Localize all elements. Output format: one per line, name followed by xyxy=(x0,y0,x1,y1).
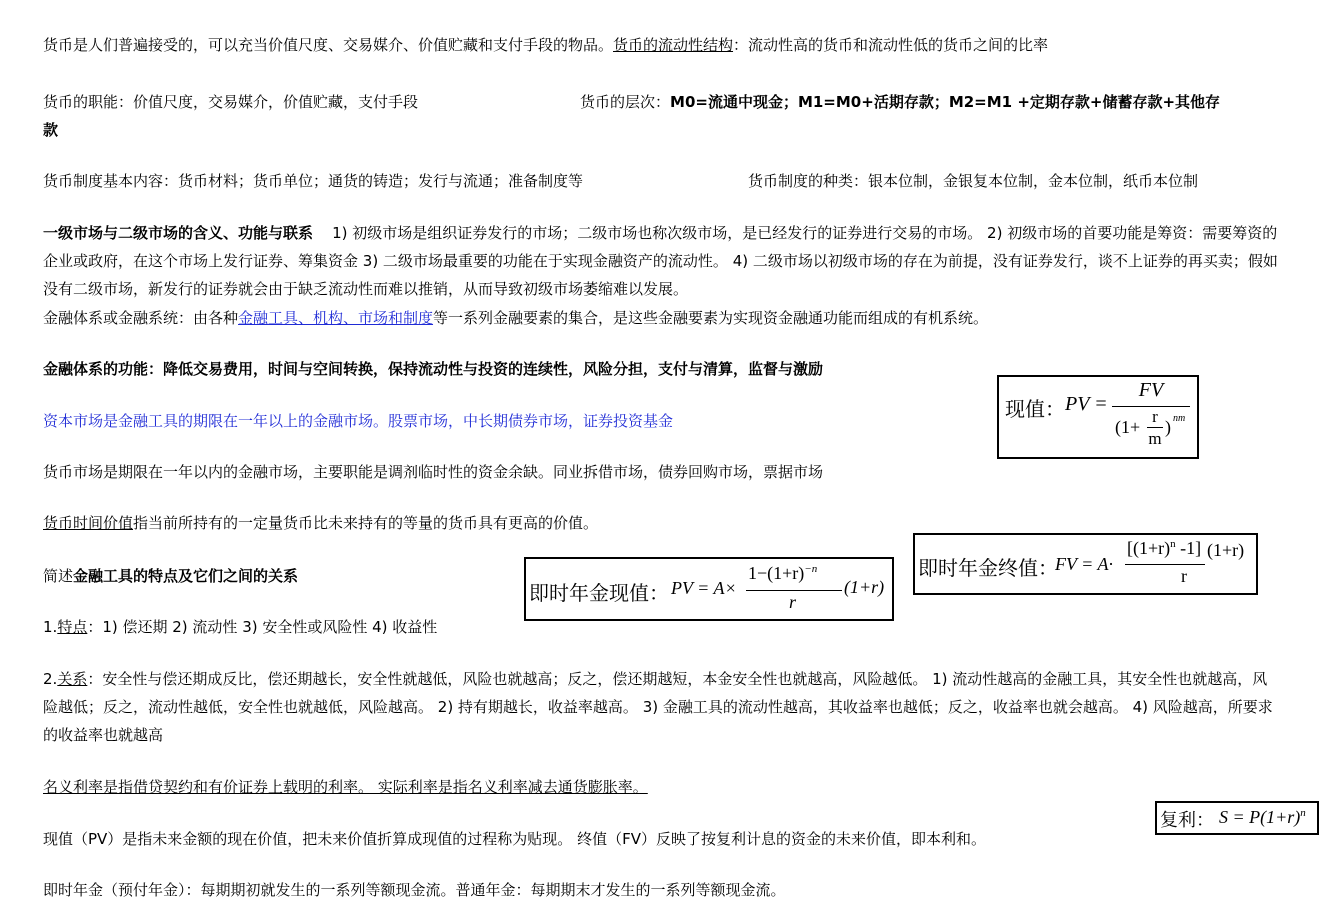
instrument-features-line xyxy=(43,613,437,641)
apv-numerator xyxy=(748,563,817,584)
financial-elements-link[interactable]: 金融工具、机构、市场和制度 xyxy=(238,309,434,327)
pv-den-m: m xyxy=(1148,429,1162,448)
compound-expr xyxy=(1219,807,1306,828)
monetary-system-content: 货币制度基本内容：货币材料；货币单位；通货的铸造；发行与流通；准备制度等 xyxy=(43,172,584,190)
apv-tail: (1+r) xyxy=(844,577,885,597)
time-value-line xyxy=(43,509,598,537)
instrument-relations-paragraph xyxy=(43,665,1278,749)
pv-lhs: PV = xyxy=(1065,393,1108,415)
pv-den-r: r xyxy=(1147,407,1163,428)
afv-denominator: r xyxy=(1181,566,1187,586)
money-levels-continuation: 款 xyxy=(43,121,59,139)
relations-number: 2. xyxy=(43,670,58,688)
afv-num-a: [(1+r) xyxy=(1127,538,1171,558)
financial-system-text-a: 金融体系或金融系统：由各种 xyxy=(43,309,239,327)
time-value-text: 指当前所持有的一定量货币比未来持有的等量的货币具有更高的价值。 xyxy=(133,514,599,532)
market-heading: 一级市场与二级市场的含义、功能与联系 xyxy=(43,224,314,242)
features-term: 特点 xyxy=(57,618,88,636)
interest-rate-line: 名义利率是指借贷契约和有价证券上载明的利率。 实际利率是指名义利率减去通货膨胀率。 xyxy=(43,778,648,796)
afv-tail: (1+r) xyxy=(1207,540,1245,560)
liquidity-structure-text: ：流动性高的货币和流动性低的货币之间的比率 xyxy=(733,36,1049,54)
instrument-heading: 金融工具的特点及它们之间的关系 xyxy=(73,567,299,585)
apv-label: 即时年金现值： xyxy=(529,581,669,605)
financial-system-functions: 金融体系的功能：降低交易费用，时间与空间转换，保持流动性与投资的连续性，风险分担，支付与清算，监督与激励 xyxy=(43,360,824,378)
afv-num-b: -1] xyxy=(1175,538,1202,558)
present-value-formula xyxy=(997,375,1199,459)
afv-num-exp: n xyxy=(1170,538,1176,550)
pv-label: 现值： xyxy=(1005,397,1065,421)
market-text: 1) 初级市场是组织证券发行的市场；二级市场也称次级市场，是已经发行的证券进行交易的市场。 2) 初级市场的首要功能是筹资：需要筹资的企业或政府，在这个市场上发行证券、筹集资金 3) 二级市场最重要的功能在于实现金融资产的流动性。 4) 二级市场以初级市场的存在为前提，没有证券发行，谈不上证券的再买卖；假如没有二级市场，新发行的证券就会由于缺乏流动性而难以推销，从而导致初级市场萎缩难以发展。 xyxy=(43,224,1278,298)
market-paragraph xyxy=(43,219,1278,303)
relations-text: ：安全性与偿还期成反比，偿还期越长，安全性就越低，风险也就越高；反之，偿还期越短，本金安全性也就越高，风险越低。 1) 流动性越高的金融工具，其安全性也就越高，风险越低；反之，流动性越低，安全性也就越低，风险越高。 2) 持有期越长，收益率越高。 3) 金融工具的流动性越高，其收益率也越低；反之，收益率也就会越高。 4) 风险越高，所要求的收益率也就越高 xyxy=(43,670,1273,744)
afv-fraction-bar xyxy=(1125,564,1205,565)
annuity-future-value-formula xyxy=(913,533,1258,595)
instrument-heading-line xyxy=(43,562,298,590)
apv-lhs: PV = A× xyxy=(671,578,737,598)
apv-num-exp: −n xyxy=(804,563,818,575)
liquidity-structure-term: 货币的流动性结构 xyxy=(613,36,734,54)
money-functions-text: 货币的职能：价值尺度，交易媒介，价值贮藏，支付手段 xyxy=(43,93,419,111)
money-definition-line xyxy=(43,31,1048,59)
pv-numerator-text: FV xyxy=(1138,379,1164,401)
pv-den-close: ) xyxy=(1165,417,1171,437)
money-definition-text: 货币是人们普遍接受的，可以充当价值尺度、交易媒介、价值贮藏和支付手段的物品。 xyxy=(43,36,614,54)
compound-interest-formula xyxy=(1155,801,1319,835)
time-value-term: 货币时间价值 xyxy=(43,514,134,532)
apv-denominator: r xyxy=(789,592,797,612)
money-market-line: 货币市场是期限在一年以内的金融市场，主要职能是调剂临时性的资金余缺。同业拆借市场，债券回购市场，票据市场 xyxy=(43,463,824,481)
financial-system-text-b: 等一系列金融要素的集合，是这些金融要素为实现资金融通功能而组成的有机系统。 xyxy=(433,309,989,327)
pv-den-open: (1+ xyxy=(1115,417,1141,437)
financial-system-line xyxy=(43,304,988,332)
pv-exponent: nm xyxy=(1173,413,1186,424)
afv-numerator xyxy=(1127,538,1201,559)
afv-lhs: FV = A· xyxy=(1055,554,1113,574)
compound-expr-text: S = P(1+r) xyxy=(1219,807,1301,827)
compound-exp: n xyxy=(1300,807,1306,819)
annuity-present-value-formula xyxy=(524,557,894,621)
instrument-heading-prefix: 简述 xyxy=(43,567,74,585)
monetary-system-types: 货币制度的种类：银本位制，金银复本位制，金本位制，纸币本位制 xyxy=(748,172,1199,190)
apv-fraction-bar xyxy=(746,590,842,591)
annuity-line: 即时年金（预付年金）：每期期初就发生的一系列等额现金流。普通年金：每期期末才发生的一系列等额现金流。 xyxy=(43,881,786,899)
compound-label: 复利： xyxy=(1160,810,1214,831)
capital-market-line: 资本市场是金融工具的期限在一年以上的金融市场。股票市场，中长期债券市场，证券投资基金 xyxy=(43,412,674,430)
features-number: 1. xyxy=(43,618,58,636)
apv-num-a: 1−(1+r) xyxy=(748,563,805,583)
money-functions-line xyxy=(43,88,418,116)
present-future-value-line: 现值（PV）是指未来金额的现在价值，把未来价值折算成现值的过程称为贴现。 终值（FV）反映了按复利计息的资金的未来价值，即本利和。 xyxy=(43,830,986,848)
pv-numerator xyxy=(1112,379,1190,402)
afv-label: 即时年金终值： xyxy=(918,556,1058,580)
features-text: ：1) 偿还期 2) 流动性 3) 安全性或风险性 4) 收益性 xyxy=(87,618,438,636)
money-levels-text: M0=流通中现金；M1=M0+活期存款；M2=M1 +定期存款+储蓄存款+其他存 xyxy=(670,93,1221,111)
money-levels-label: 货币的层次： xyxy=(580,93,671,111)
money-levels-line xyxy=(580,88,1220,116)
relations-term: 关系 xyxy=(57,670,88,688)
